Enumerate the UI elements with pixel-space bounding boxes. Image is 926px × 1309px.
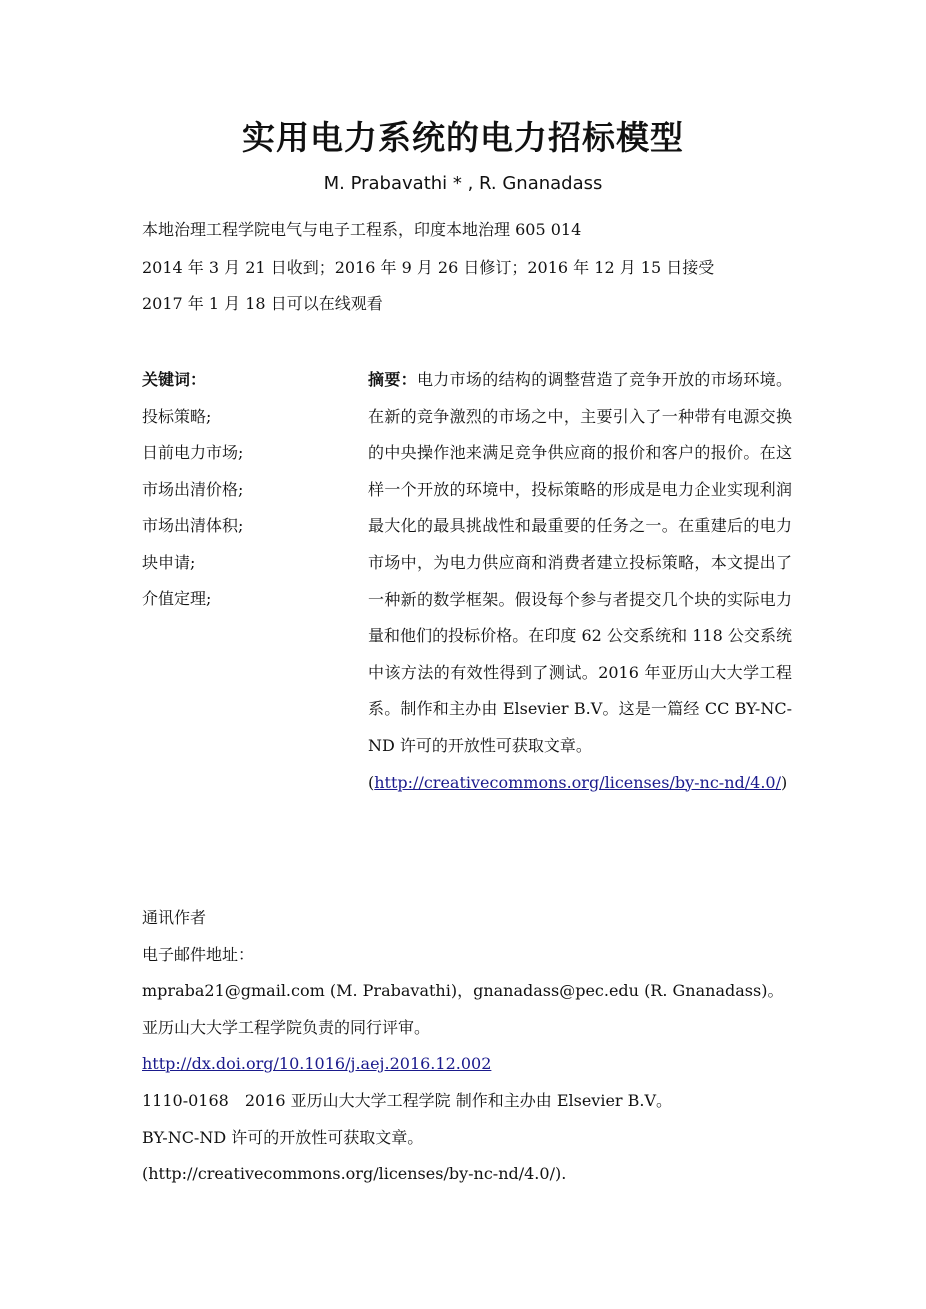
authors: M. Prabavathi * , R. Gnanadass (323, 173, 603, 194)
keyword-item: 日前电力市场; (142, 443, 244, 462)
license-line: BY-NC-ND 许可的开放性可获取文章。 (142, 1127, 424, 1147)
footer-notes (142, 900, 802, 1193)
abstract (368, 362, 792, 801)
email-addresses: mpraba21@gmail.com (M. Prabavathi)，gnanadass@pec.edu (R. Gnanadass)。 (142, 981, 784, 1001)
keyword-item: 投标策略; (142, 406, 212, 426)
license-url: (http://creativecommons.org/licenses/by-nc-nd/4.0/). (142, 1164, 567, 1184)
article-history: 2014 年 3 月 21 日收到；2016 年 9 月 26 日修订；2016 年 12 月 15 日接受 (142, 258, 715, 277)
keyword-item: 介值定理; (142, 589, 212, 608)
keyword-item: 市场出清价格; (142, 479, 244, 499)
abstract-link-open: ( (368, 772, 375, 792)
abstract-text: 电力市场的结构的调整营造了竞争开放的市场环境。在新的竞争激烈的市场之中，主要引入了一种带有电源交换的中央操作池来满足竞争供应商的报价和客户的报价。在这样一个开放的环境中，投标策略的形成是电力企业实现利润最大化的最具挑战性和最重要的任务之一。在重建后的电力市场中，为电力供应商和消费者建立投标策略，本文提出了一种新的数学框架。假设每个参与者提交几个块的实际电力量和他们的投标价格。在印度 62 公交系统和 118 公交系统中该方法的有效性得到了测试。2016 年亚历山大大学工程系。制作和主办由 Elsevier B.V。这是一篇经 CC BY-NC-ND 许可的开放性可获取文章。 (368, 370, 792, 755)
email-label: 电子邮件地址： (142, 944, 255, 964)
keyword-item: 市场出清体积; (142, 516, 244, 535)
doi-link[interactable]: http://dx.doi.org/10.1016/j.aej.2016.12.002 (142, 1054, 492, 1074)
abstract-label: 摘要： (368, 370, 417, 389)
affiliation: 本地治理工程学院电气与电子工程系，印度本地治理 605 014 (142, 220, 582, 239)
online-date: 2017 年 1 月 18 日可以在线观看 (142, 294, 383, 313)
paper-title: 实用电力系统的电力招标模型 (242, 118, 684, 157)
keywords-heading: 关键词： (142, 370, 207, 389)
keywords-column (142, 362, 342, 618)
keyword-item: 块申请; (142, 552, 196, 572)
corresponding-author-label: 通讯作者 (142, 908, 207, 927)
copyright-line: 1110-0168 2016 亚历山大大学工程学院 制作和主办由 Elsevier B.V。 (142, 1090, 673, 1110)
peer-review-note: 亚历山大大学工程学院负责的同行评审。 (142, 1017, 431, 1037)
license-link[interactable]: http://creativecommons.org/licenses/by-nc-nd/4.0/ (374, 772, 781, 792)
abstract-link-close: ) (780, 772, 788, 792)
